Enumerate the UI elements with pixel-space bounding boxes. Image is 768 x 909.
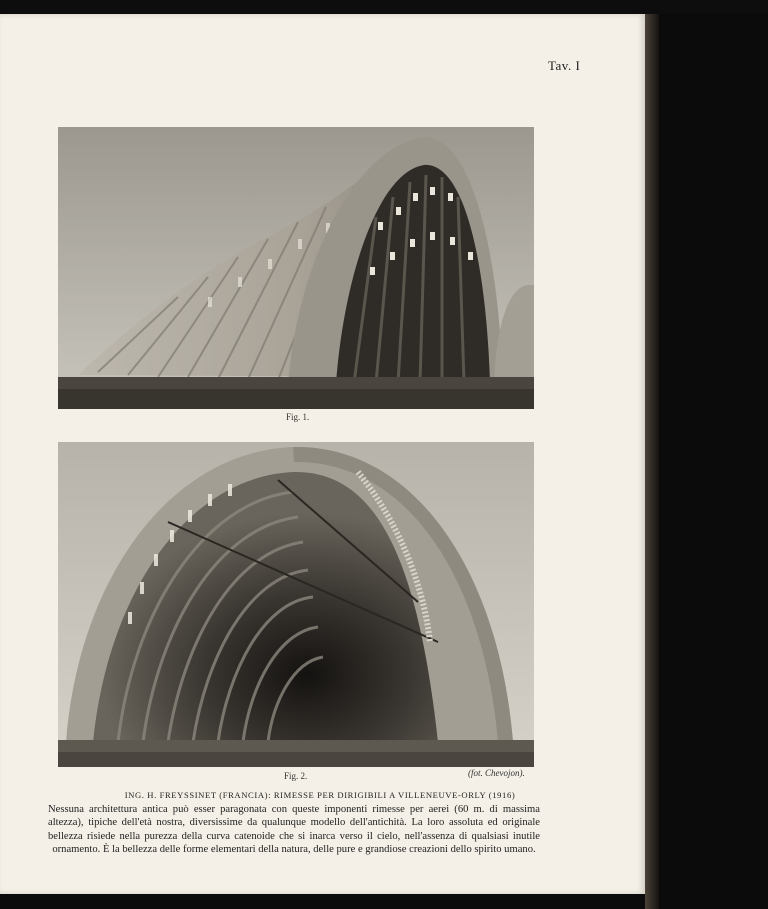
page-binding-edge [645,14,659,909]
figure-2-caption: Fig. 2. [284,771,308,781]
photo-hangar-exterior [58,127,534,409]
book-page [0,14,645,894]
photo-hangar-arch [58,442,534,767]
scan-border-top [0,0,768,14]
plate-description: Nessuna architettura antica può esser paragonata con queste imponenti rimesse per aerei (60 m. di massima altezza), tipiche dell'età nostra, diversissime da qualunque modello dell'antichità. La loro assoluta ed originale bellezza risiede nella purezza della curva catenoide che si inarca verso il cielo, nell'assenza di qualsiasi inutile ornamento. È la bellezza delle forme elementari della natura, delle pure e grandiose creazioni dello spirito umano. [48,804,540,855]
plate-title: ING. H. FREYSSINET (FRANCIA): RIMESSE PER DIRIGIBILI A VILLENEUVE-ORLY (1916) [124,790,516,800]
photo-credit: (fot. Chevojon). [468,768,525,778]
figure-1-caption: Fig. 1. [286,412,310,422]
plate-label: Tav. I [548,58,581,73]
